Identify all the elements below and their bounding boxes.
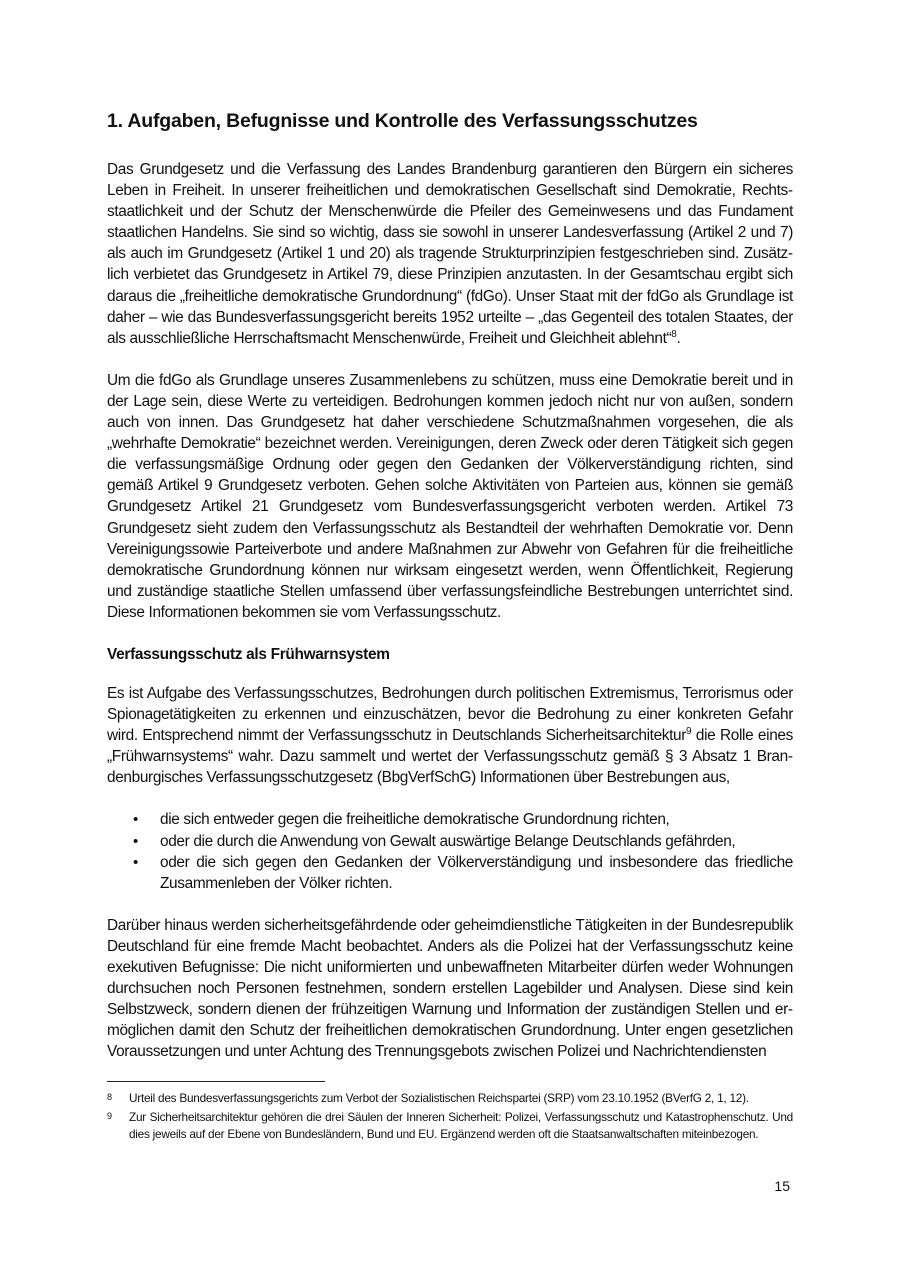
paragraph-3-part-2: die Rolle eines „Frühwarnsystems“ wahr. Dazu sammelt und wertet der Verfassungsschutz gemäß § 3 Absatz 1 Brandenburgisches Verfassungsschutzgesetz (BbgVerfSchG) Informationen über Bestrebungen aus, [107,727,793,787]
paragraph-3-part-1: Es ist Aufgabe des Verfassungsschutzes, Bedrohungen durch politischen Extremismus, Terrorismus oder Spionagetätigkeiten zu erkennen und einzuschätzen, bevor die Bedrohung zu einer konkreten Gefahr wird. Entsprechend nimmt der Verfassungsschutz in Deutschlands Sicherheitsarchitektur [107,684,793,745]
subheading: Verfassungsschutz als Frühwarnsystem [107,645,390,663]
footnote-number: 8 [107,1092,112,1102]
footnote-9 [107,1109,793,1143]
list-item: • die sich entweder gegen die freiheitliche demokratische Grundordnung richten, [160,809,793,830]
bullet-list [107,809,793,893]
list-item: • oder die sich gegen den Gedanken der Völkerverständigung und insbesondere das friedliche Zusammenleben der Völker richten. [160,852,793,894]
footnotes [107,1090,793,1145]
page-body [107,108,793,1083]
paragraph-1 [107,159,793,349]
footnote-text: Zur Sicherheitsarchitektur gehören die drei Säulen der Inneren Sicherheit: Polizei, Verfassungsschutz und Katastrophenschutz. Und dies jeweils auf der Ebene von Bundesländern, Bund und EU. Ergänzend werden oft die Staatsanwaltschaften miteinbezogen. [129,1110,793,1141]
page-number: 15 [774,1178,790,1194]
paragraph-4: Darüber hinaus werden sicherheitsgefährdende oder geheimdienstliche Tätigkeiten in der Bundesrepublik Deutschland für eine fremde Macht beobachtet. Anders als die Polizei hat der Verfassungsschutz keine exekutiven Befugnisse: Die nicht uniformierten und unbewaffneten Mitarbeiter dürfen weder Wohnungen durchsuchen noch Personen festnehmen, sondern erstellen Lagebilder und Analysen. Diese sind kein Selbstzweck, sondern dienen der frühzeitigen Warnung und Information der zuständigen Stellen und ermöglichen damit den Schutz der freiheitlichen demokratischen Grundordnung. Unter engen gesetzlichen Voraussetzungen und unter Achtung des Trennungsgebots zwischen Polizei und Nachrichtendiensten [107,916,793,1061]
footnote-8 [107,1090,793,1107]
footnote-ref-8[interactable]: 8 [671,328,677,340]
list-item: • oder die durch die Anwendung von Gewalt auswärtige Belange Deutschlands gefährden, [160,831,793,852]
paragraph-3 [107,683,793,788]
footnote-number: 9 [107,1111,112,1121]
paragraph-1-end: . [676,329,681,347]
paragraph-2: Um die fdGo als Grundlage unseres Zusammenlebens zu schützen, muss eine Demokratie bereit und in der Lage sein, diese Werte zu verteidigen. Bedrohungen kommen jedoch nicht nur von außen, sondern auch von innen. Das Grundgesetz hat daher verschiedene Schutzmaßnahmen vorgesehen, die als „wehrhafte Demokratie“ bezeichnet werden. Vereinigungen, deren Zweck oder deren Tätigkeit sich gegen die verfassungsmäßige Ordnung oder gegen den Gedanken der Völkerverständigung richten, sind gemäß Artikel 9 Grundgesetz verboten. Gehen solche Aktivitäten von Parteien aus, können sie gemäß Grundgesetz Artikel 21 Grundgesetz vom Bundesverfassungsgericht verboten werden. Artikel 73 Grundgesetz sieht zudem den Verfassungsschutz als Bestandteil der wehrhaften Demokratie vor. Denn Vereinigungssowie Parteiverbote und andere Maßnahmen zur Abwehr von Gefahren für die freiheitliche demokratische Grundordnung können nur wirksam eingesetzt werden, wenn Öffentlichkeit, Regierung und zuständige staatliche Stellen umfassend über verfassungsfeindliche Bestrebungen unterrichtet sind. Diese Informationen bekommen sie vom Verfassungsschutz. [107,371,793,621]
paragraph-1-text: Das Grundgesetz und die Verfassung des Landes Brandenburg garantieren den Bürgern ein sicheres Leben in Freiheit. In unserer freiheitlichen und demokratischen Gesellschaft sind Demokratie, Rechtsstaatlichkeit und der Schutz der Menschenwürde die Pfeiler des Gemeinwesens und das Fundament staatlichen Handelns. Sie sind so wichtig, dass sie sowohl in unserer Landesverfassung (Artikel 2 und 7) als auch im Grundgesetz (Artikel 1 und 20) als tragende Strukturprinzipien festgeschrieben sind. Zusätzlich verbietet das Grundgesetz in Artikel 79, diese Prinzipien anzutasten. In der Gesamtschau ergibt sich daraus die „freiheitliche demokratische Grundordnung“ (fdGo). Unser Staat mit der fdGo als Grundlage ist daher – wie das Bundesverfassungsgericht bereits 1952 urteilte – „das Gegenteil des totalen Staates, der als ausschließliche Herrschaftsmacht Menschenwürde, Freiheit und Gleichheit ablehnt“ [107,161,793,347]
footnote-ref-9[interactable]: 9 [686,726,692,738]
footnote-divider [107,1081,325,1082]
section-heading: 1. Aufgaben, Befugnisse und Kontrolle des Verfassungsschutzes [107,110,698,132]
footnote-text: Urteil des Bundesverfassungsgerichts zum Verbot der Sozialistischen Reichspartei (SRP) vom 23.10.1952 (BVerfG 2, 1, 12). [129,1091,749,1105]
